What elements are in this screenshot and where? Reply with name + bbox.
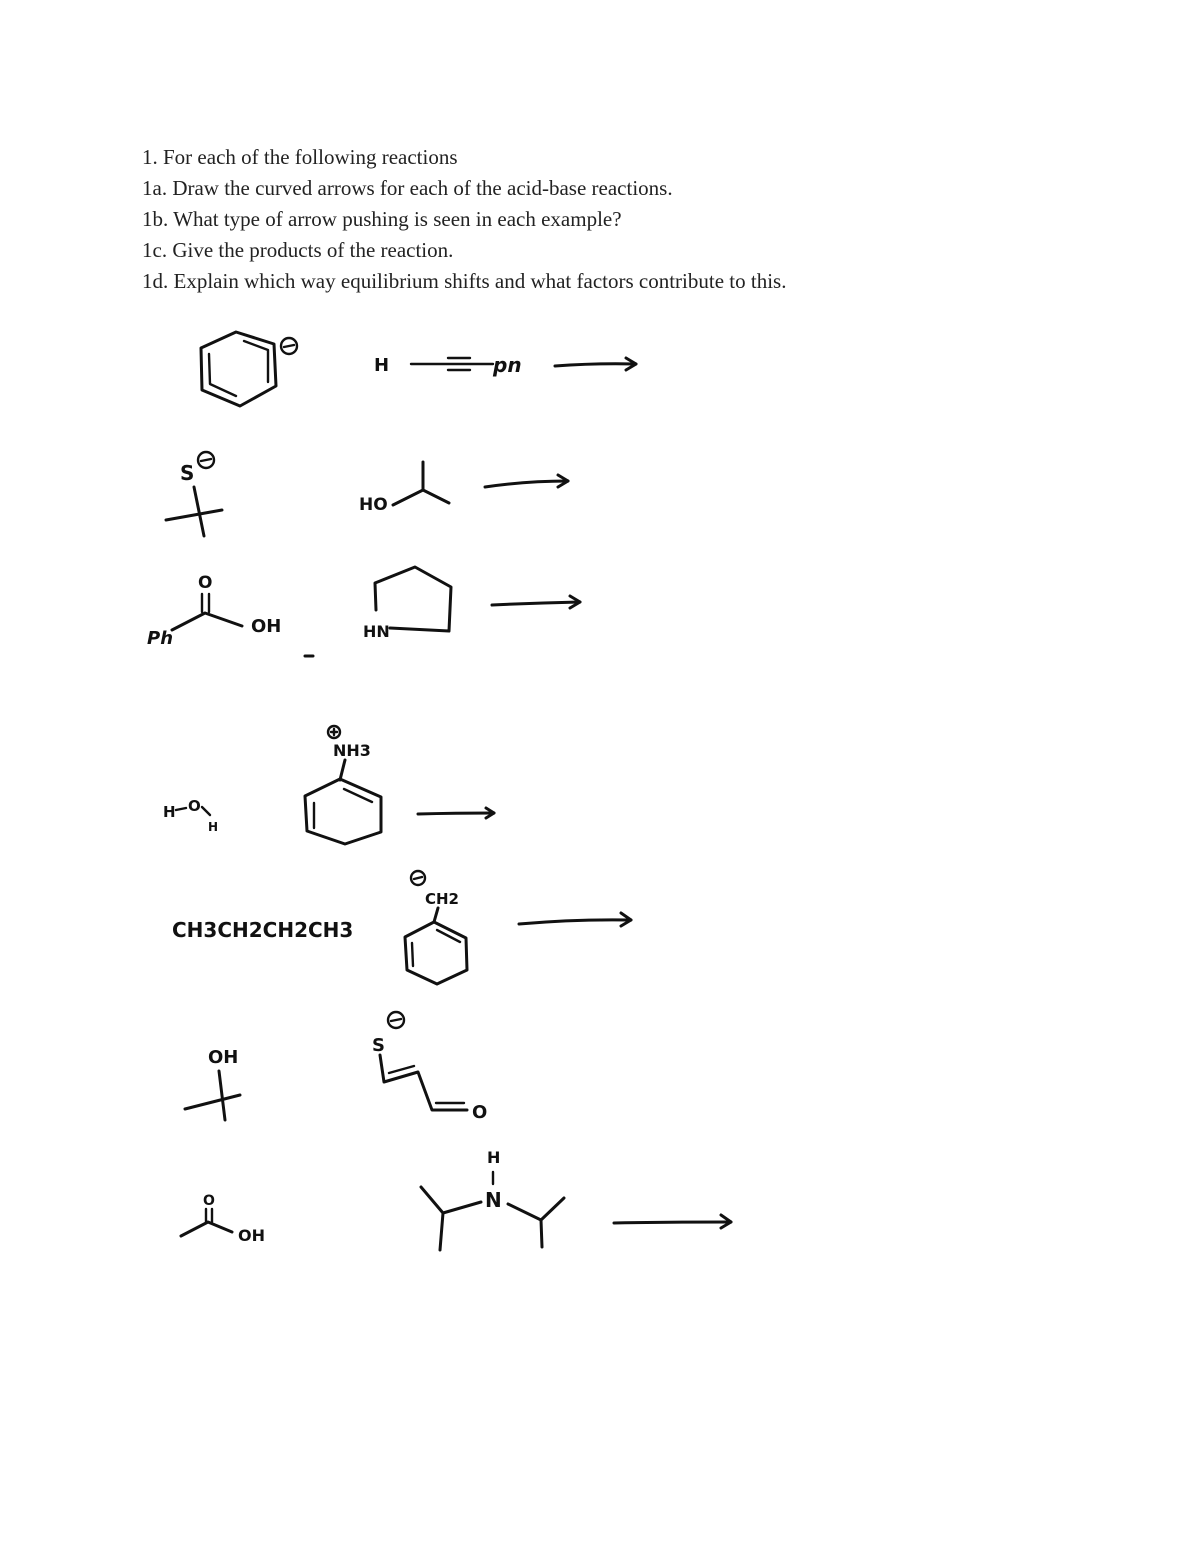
negative-charge-icon [411,871,425,885]
reaction-4-h-label: H [163,803,176,821]
n-c-bond [340,760,345,780]
reaction-2-arrow [485,475,568,487]
reaction-5-arrow [519,913,631,926]
reaction-5-ch2-label: CH2 [425,890,459,908]
reaction-3-hn-label: HN [363,622,390,641]
reaction-7-h-label: H [487,1148,501,1167]
instruction-1: 1. For each of the following reactions [142,145,458,169]
reaction-3-oh-label: OH [251,616,282,637]
reaction-4-h2-label: H [208,820,219,834]
reaction-3 [147,567,580,656]
reaction-5 [172,871,631,984]
o-h-bond [176,808,186,810]
negative-charge-icon [198,452,214,468]
isopropanol-skeleton [393,462,449,505]
reaction-3-carbonyl-o-label: O [198,573,213,593]
reaction-4-o-label: O [188,797,201,815]
reaction-7-carbonyl-o-label: O [203,1193,215,1209]
reaction-5-butane-label: CH3CH2CH2CH3 [172,918,354,942]
reaction-2 [166,452,568,536]
benzyl-benzene-ring [405,922,467,984]
thiolate-enal-skeleton [380,1055,467,1110]
anilinium-benzene-ring [305,779,381,844]
reaction-7-oh-label: OH [238,1226,265,1245]
reaction-7-arrow [614,1215,731,1228]
c-c-bond [434,908,438,922]
reaction-1-ph-label: pn [493,353,522,377]
alkyne-bond [411,358,493,370]
reaction-1-arrow [555,358,636,370]
reaction-2-s-label: S [180,461,195,485]
positive-charge-icon [328,726,340,738]
reaction-6-o-label: O [472,1102,488,1123]
reaction-1 [201,332,636,406]
reaction-1-h-label: H [374,355,390,376]
reaction-7 [181,1148,731,1250]
reaction-4-arrow [418,808,494,818]
reaction-7-n-label: N [485,1188,502,1212]
carboxylic-acid-skeleton [172,594,242,630]
reaction-6-oh-label: OH [208,1047,239,1068]
o-h-bond [202,807,210,815]
instruction-1a: 1a. Draw the curved arrows for each of the acid-base reactions. [142,176,673,200]
tert-butanol-skeleton [185,1071,240,1120]
reaction-6-s-label: S [372,1035,385,1056]
reaction-4-nh3-label: NH3 [333,741,371,760]
negative-charge-icon [281,338,297,354]
phenoxide-benzene-ring [201,332,276,406]
instruction-1b: 1b. What type of arrow pushing is seen in each example? [142,207,622,231]
tert-butyl-thiolate-skeleton [166,487,222,536]
reaction-3-arrow [492,596,580,608]
reaction-2-ho-label: HO [359,495,388,515]
acetic-acid-skeleton [181,1209,232,1236]
reaction-3-ph-label: Ph [147,628,174,649]
reaction-6 [185,1012,487,1123]
instruction-1d: 1d. Explain which way equilibrium shifts and what factors contribute to this. [142,269,787,293]
reaction-4 [163,726,494,844]
instruction-1c: 1c. Give the products of the reaction. [142,238,454,262]
negative-charge-icon [388,1012,404,1028]
